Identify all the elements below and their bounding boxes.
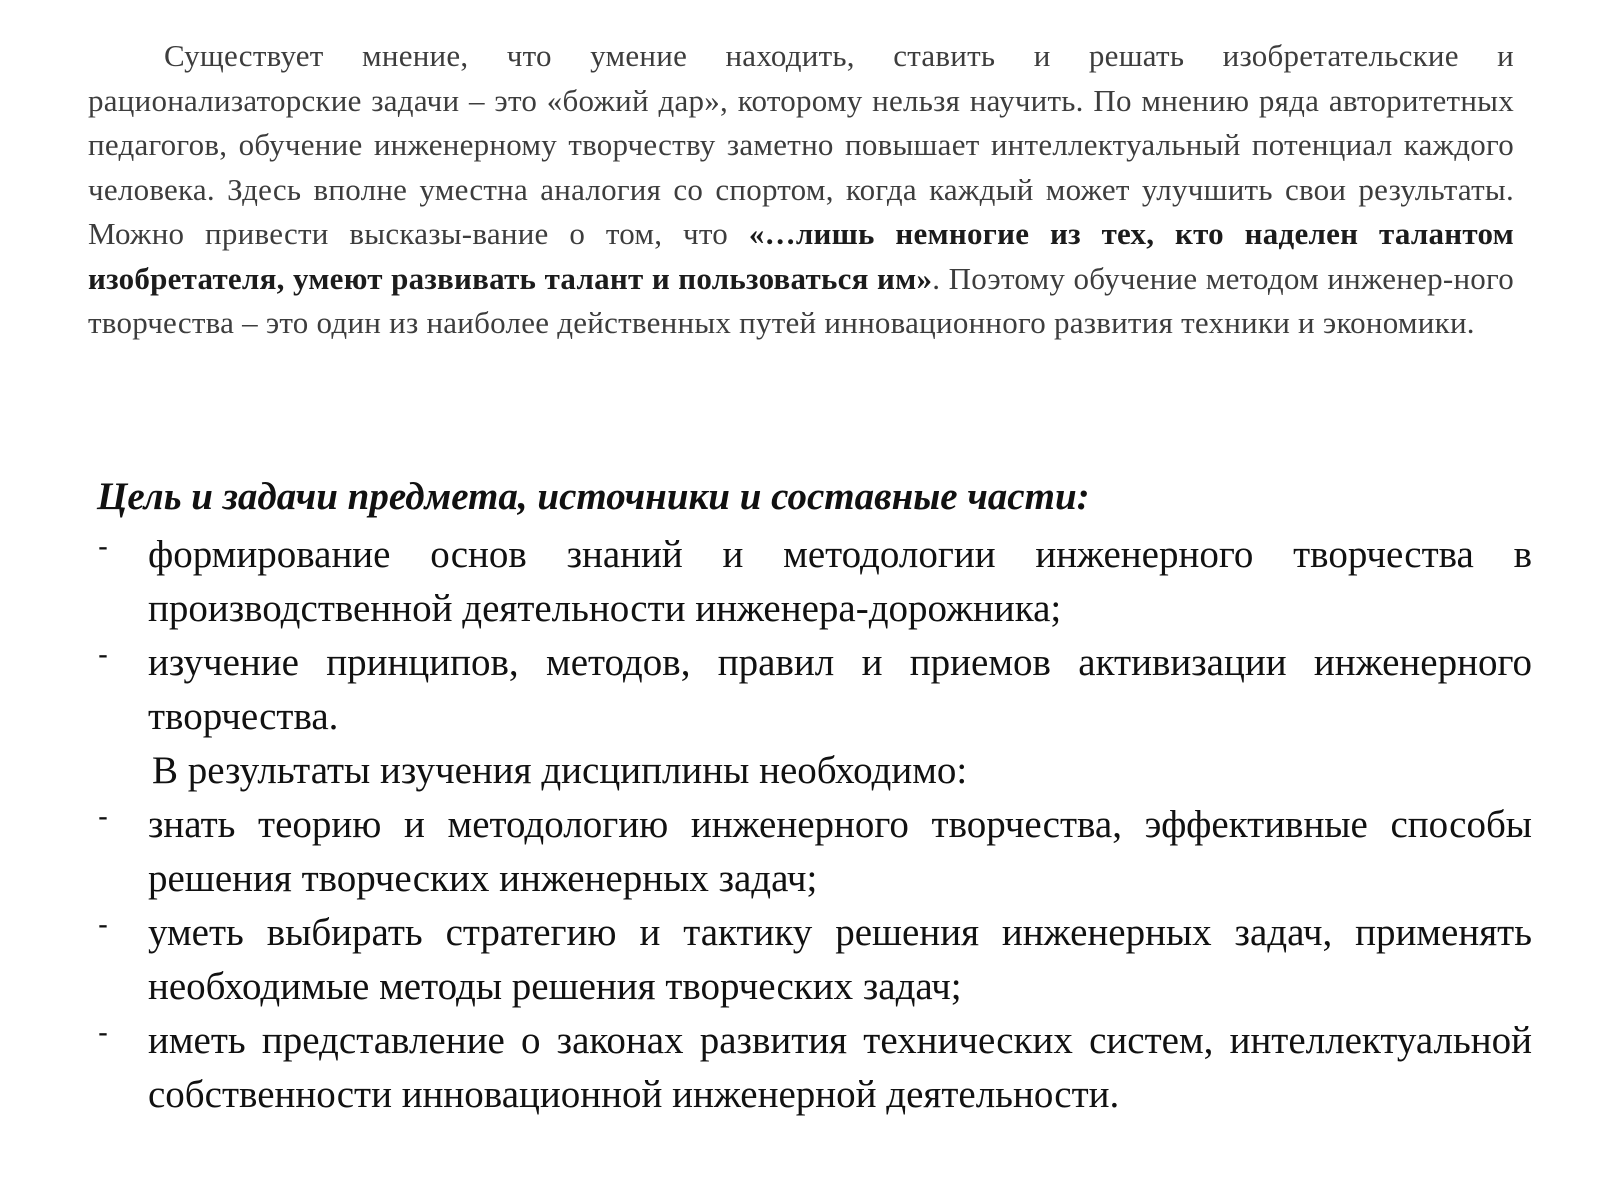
result-text: иметь представление о законах развития технических систем, интеллектуальной собственности инновационной инженерной деятельности. <box>148 1019 1532 1116</box>
list-item <box>0 636 1600 744</box>
goal-text: изучение принципов, методов, правил и приемов активизации инженерного творчества. <box>148 641 1532 738</box>
goals-heading: Цель и задачи предмета, источники и составные части: <box>97 475 1090 518</box>
goal-text: формирование основ знаний и методологии инженерного творчества в производственной деятельности инженера-дорожника; <box>148 533 1532 630</box>
list-item <box>0 528 1600 636</box>
list-item <box>0 1014 1600 1122</box>
goals-list <box>0 528 1600 744</box>
intro-quote: «…лишь немногие из тех, кто наделен талантом изобретателя, умеют развивать талант и пользоваться им» <box>88 216 1514 296</box>
result-text: знать теорию и методологию инженерного творчества, эффективные способы решения творческих инженерных задач; <box>148 803 1532 900</box>
intro-paragraph <box>88 34 1514 346</box>
bullet-dash: - <box>98 800 108 833</box>
result-text: уметь выбирать стратегию и тактику решения инженерных задач, применять необходимые методы решения творческих задач; <box>148 911 1532 1008</box>
results-intro: В результаты изучения дисциплины необходимо: <box>152 749 968 792</box>
bullet-dash: - <box>98 638 108 671</box>
bullet-dash: - <box>98 908 108 941</box>
list-item <box>0 798 1600 906</box>
bullet-dash: - <box>98 530 108 563</box>
intro-text-part2: . Поэтому обучение методом инженер-ного творчества – это один из наиболее действенных путей инновационного развития техники и экономики. <box>88 260 1514 340</box>
results-list <box>0 798 1600 1122</box>
intro-text-part1: Существует мнение, что умение находить, ставить и решать изобретательские и рационализаторские задачи – это «божий дар», которому нельзя научить. По мнению ряда авторитетных педагогов, обучение инженерному творчеству заметно повышает интеллектуальный потенциал каждого человека. Здесь вполне уместна аналогия со спортом, когда каждый может улучшить свои результаты. Можно привести высказы-вание о том, что <box>88 38 1514 251</box>
list-item <box>0 906 1600 1014</box>
bullet-dash: - <box>98 1016 108 1049</box>
